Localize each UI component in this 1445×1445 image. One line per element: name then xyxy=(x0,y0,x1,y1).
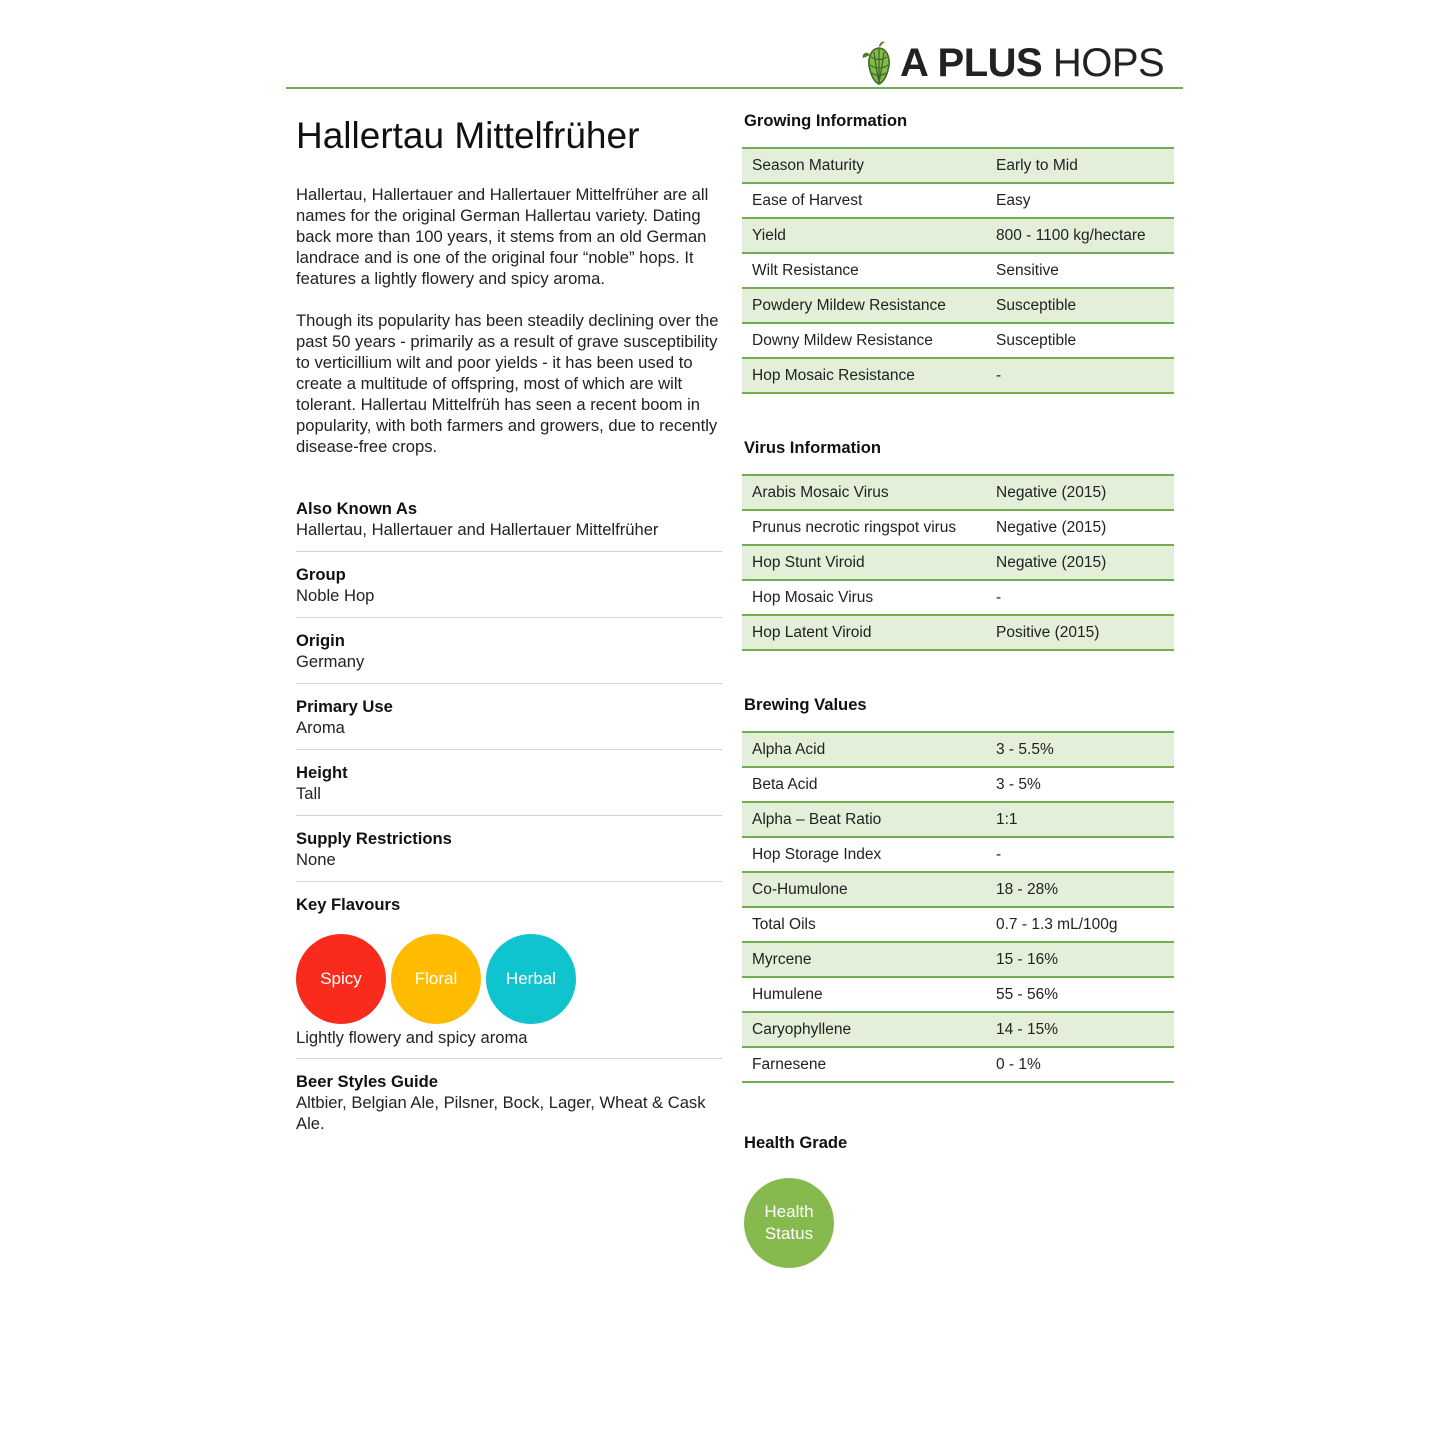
row-value: Positive (2015) xyxy=(986,615,1174,650)
row-label: Prunus necrotic ringspot virus xyxy=(742,510,986,545)
row-value: 0.7 - 1.3 mL/100g xyxy=(986,907,1174,942)
row-label: Co-Humulone xyxy=(742,872,986,907)
row-value: Susceptible xyxy=(986,288,1174,323)
row-value: 3 - 5% xyxy=(986,767,1174,802)
row-label: Ease of Harvest xyxy=(742,183,986,218)
attribute-label: Height xyxy=(296,763,348,782)
brand-name-light: HOPS xyxy=(1052,40,1165,85)
table-row xyxy=(742,767,1174,802)
health-badge-line2: Status xyxy=(764,1224,814,1243)
product-details xyxy=(296,110,722,1134)
attribute-field xyxy=(296,498,722,552)
table-row xyxy=(742,1047,1174,1082)
table-row xyxy=(742,615,1174,650)
row-label: Caryophyllene xyxy=(742,1012,986,1047)
row-label: Hop Stunt Viroid xyxy=(742,545,986,580)
row-label: Downy Mildew Resistance xyxy=(742,323,986,358)
row-value: - xyxy=(986,358,1174,393)
row-label: Farnesene xyxy=(742,1047,986,1082)
row-value: 0 - 1% xyxy=(986,1047,1174,1082)
attribute-label: Also Known As xyxy=(296,499,418,518)
row-label: Myrcene xyxy=(742,942,986,977)
row-label: Hop Mosaic Virus xyxy=(742,580,986,615)
flavour-note: Lightly flowery and spicy aroma xyxy=(296,1028,528,1047)
attribute-list xyxy=(296,498,722,882)
table-row xyxy=(742,942,1174,977)
row-value: Sensitive xyxy=(986,253,1174,288)
row-label: Hop Storage Index xyxy=(742,837,986,872)
attribute-label: Origin xyxy=(296,631,345,650)
attribute-value: Noble Hop xyxy=(296,586,375,605)
beer-styles-label: Beer Styles Guide xyxy=(296,1072,439,1091)
table-row xyxy=(742,545,1174,580)
row-value: Easy xyxy=(986,183,1174,218)
table-row xyxy=(742,510,1174,545)
attribute-label: Primary Use xyxy=(296,697,393,716)
growing-info-title: Growing Information xyxy=(744,111,908,130)
description-paragraph-2: Though its popularity has been steadily declining over the past 50 years - primarily as a result of grave susceptibility to verticillium wilt and poor yields - it has been used to create a multitude of offspring, most of which are wilt tolerant. Hallertau Mittelfrüh has seen a recent boom in popularity, with both farmers and growers, due to recently disease-free crops. xyxy=(296,311,719,456)
row-value: 14 - 15% xyxy=(986,1012,1174,1047)
attribute-field xyxy=(296,762,722,816)
table-row xyxy=(742,872,1174,907)
row-label: Arabis Mosaic Virus xyxy=(742,475,986,510)
row-value: 1:1 xyxy=(986,802,1174,837)
flavour-badge-floral: Floral xyxy=(391,934,481,1024)
row-label: Powdery Mildew Resistance xyxy=(742,288,986,323)
attribute-field xyxy=(296,696,722,750)
row-label: Hop Mosaic Resistance xyxy=(742,358,986,393)
table-row xyxy=(742,218,1174,253)
attribute-label: Supply Restrictions xyxy=(296,829,452,848)
key-flavours-section xyxy=(296,894,722,1059)
hop-cone-icon xyxy=(862,40,896,86)
brand-logo xyxy=(862,38,1164,88)
table-row xyxy=(742,732,1174,767)
flavour-badge-herbal: Herbal xyxy=(486,934,576,1024)
row-value: 3 - 5.5% xyxy=(986,732,1174,767)
health-grade-title: Health Grade xyxy=(744,1133,848,1152)
key-flavours-label: Key Flavours xyxy=(296,895,401,914)
row-value: 18 - 28% xyxy=(986,872,1174,907)
virus-info-table xyxy=(742,474,1174,651)
beer-styles-section xyxy=(296,1071,722,1134)
specs-column xyxy=(742,110,1174,1268)
attribute-label: Group xyxy=(296,565,346,584)
row-label: Humulene xyxy=(742,977,986,1012)
row-value: Negative (2015) xyxy=(986,510,1174,545)
brand-name xyxy=(900,41,1164,86)
brewing-values-table xyxy=(742,731,1174,1083)
row-value: - xyxy=(986,837,1174,872)
table-row xyxy=(742,837,1174,872)
growing-info-table xyxy=(742,147,1174,394)
attribute-value: Hallertau, Hallertauer and Hallertauer Mittelfrüher xyxy=(296,520,659,539)
table-row xyxy=(742,977,1174,1012)
table-row xyxy=(742,183,1174,218)
flavour-badge-spicy: Spicy xyxy=(296,934,386,1024)
attribute-field xyxy=(296,630,722,684)
page-title: Hallertau Mittelfrüher xyxy=(296,115,640,156)
row-label: Wilt Resistance xyxy=(742,253,986,288)
header-divider xyxy=(286,87,1183,89)
attribute-value: Tall xyxy=(296,784,321,803)
table-row xyxy=(742,358,1174,393)
table-row xyxy=(742,1012,1174,1047)
attribute-value: Germany xyxy=(296,652,365,671)
health-status-badge xyxy=(744,1178,834,1268)
row-value: 55 - 56% xyxy=(986,977,1174,1012)
row-label: Beta Acid xyxy=(742,767,986,802)
table-row xyxy=(742,475,1174,510)
row-value: Susceptible xyxy=(986,323,1174,358)
attribute-value: Aroma xyxy=(296,718,345,737)
row-value: 15 - 16% xyxy=(986,942,1174,977)
table-row xyxy=(742,802,1174,837)
attribute-value: None xyxy=(296,850,336,869)
beer-styles-value: Altbier, Belgian Ale, Pilsner, Bock, Lager, Wheat & Cask Ale. xyxy=(296,1093,706,1133)
health-badge-line1: Health xyxy=(764,1202,814,1221)
row-value: Early to Mid xyxy=(986,148,1174,183)
row-label: Alpha – Beat Ratio xyxy=(742,802,986,837)
table-row xyxy=(742,580,1174,615)
row-label: Hop Latent Viroid xyxy=(742,615,986,650)
description-paragraph-1: Hallertau, Hallertauer and Hallertauer Mittelfrüher are all names for the original German Hallertau variety. Dating back more than 100 years, it stems from an old German landrace and is one of the original four “noble” hops. It features a lightly flowery and spicy aroma. xyxy=(296,185,709,288)
row-label: Alpha Acid xyxy=(742,732,986,767)
row-label: Season Maturity xyxy=(742,148,986,183)
row-value: - xyxy=(986,580,1174,615)
table-row xyxy=(742,148,1174,183)
brewing-values-title: Brewing Values xyxy=(744,695,867,714)
brand-name-bold: A PLUS xyxy=(900,40,1043,85)
row-label: Yield xyxy=(742,218,986,253)
attribute-field xyxy=(296,564,722,618)
attribute-field xyxy=(296,828,722,882)
table-row xyxy=(742,907,1174,942)
row-value: 800 - 1100 kg/hectare xyxy=(986,218,1174,253)
table-row xyxy=(742,253,1174,288)
virus-info-title: Virus Information xyxy=(744,438,882,457)
table-row xyxy=(742,323,1174,358)
table-row xyxy=(742,288,1174,323)
row-value: Negative (2015) xyxy=(986,475,1174,510)
flavour-badges xyxy=(296,934,722,1024)
row-label: Total Oils xyxy=(742,907,986,942)
row-value: Negative (2015) xyxy=(986,545,1174,580)
